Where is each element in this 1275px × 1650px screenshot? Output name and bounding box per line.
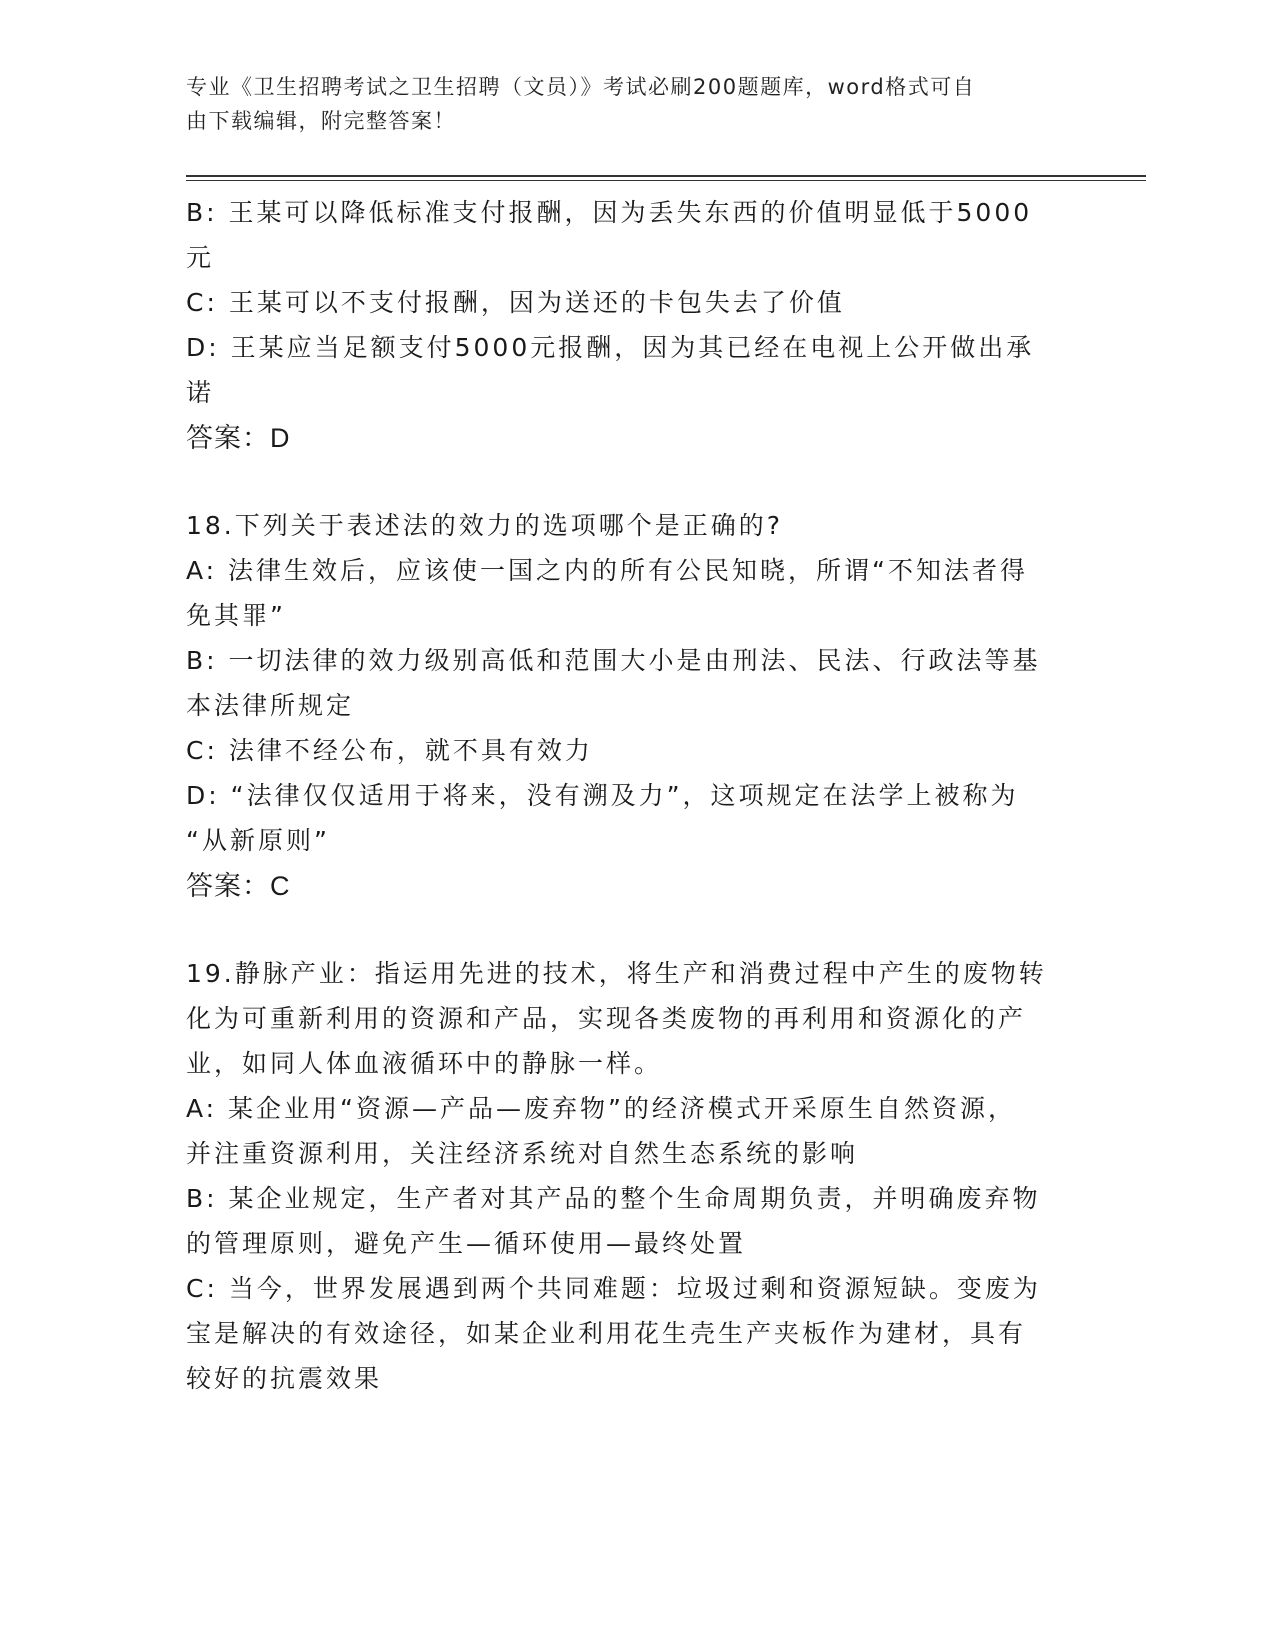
question-18-block [186,503,1066,909]
q18-answer: 答案：C [186,871,291,901]
q19-option-a-line-1: A: 某企业用“资源—产品—废弃物”的经济模式开采原生自然资源， [186,1094,1016,1123]
q17-option-d-line-1: D: 王某应当足额支付5000元报酬，因为其已经在电视上公开做出承 [186,333,1035,362]
page-header [186,70,1066,138]
q17-option-d-line-2: 诺 [186,378,215,407]
q19-option-b-line-2: 的管理原则，避免产生—循环使用—最终处置 [186,1229,747,1258]
q18-option-b-line-1: B: 一切法律的效力级别高低和范围大小是由刑法、民法、行政法等基 [186,646,1041,675]
question-spacer [186,909,1066,951]
question-content [186,190,1066,1401]
q17-option-b-line-1: B: 王某可以降低标准支付报酬，因为丢失东西的价值明显低于5000 [186,198,1033,227]
q18-option-a-line-1: A: 法律生效后，应该使一国之内的所有公民知晓，所谓“不知法者得 [186,556,1028,585]
q19-question-line-1: 19.静脉产业：指运用先进的技术，将生产和消费过程中产生的废物转 [186,959,1047,988]
question-spacer [186,461,1066,503]
q17-option-c: C: 王某可以不支付报酬，因为送还的卡包失去了价值 [186,288,845,317]
q19-question-line-3: 业，如同人体血液循环中的静脉一样。 [186,1049,663,1078]
q18-option-d-line-2: “从新原则” [186,826,330,855]
q18-option-d-line-1: D: “法律仅仅适用于将来，没有溯及力”，这项规定在法学上被称为 [186,781,1019,810]
q19-question-line-2: 化为可重新利用的资源和产品，实现各类废物的再利用和资源化的产 [186,1004,1027,1033]
q19-option-c-line-1: C: 当今，世界发展遇到两个共同难题：垃圾过剩和资源短缺。变废为 [186,1274,1041,1303]
q18-option-b-line-2: 本法律所规定 [186,691,355,720]
question-17-block [186,190,1066,461]
question-19-block [186,951,1066,1401]
q17-answer: 答案：D [186,423,291,453]
q19-option-c-line-3: 较好的抗震效果 [186,1364,383,1393]
q18-question: 18.下列关于表述法的效力的选项哪个是正确的? [186,511,784,540]
q19-option-a-line-2: 并注重资源利用，关注经济系统对自然生态系统的影响 [186,1139,859,1168]
header-divider [186,175,1146,181]
header-title-line-1: 专业《卫生招聘考试之卫生招聘（文员）》考试必刷200题题库，word格式可自 [186,75,976,99]
q18-option-a-line-2: 免其罪” [186,601,286,630]
q18-option-c: C: 法律不经公布，就不具有效力 [186,736,593,765]
q19-option-b-line-1: B: 某企业规定，生产者对其产品的整个生命周期负责，并明确废弃物 [186,1184,1041,1213]
q19-option-c-line-2: 宝是解决的有效途径，如某企业利用花生壳生产夹板作为建材，具有 [186,1319,1027,1348]
header-title-line-2: 由下载编辑，附完整答案！ [186,109,456,133]
q17-option-b-line-2: 元 [186,243,215,272]
